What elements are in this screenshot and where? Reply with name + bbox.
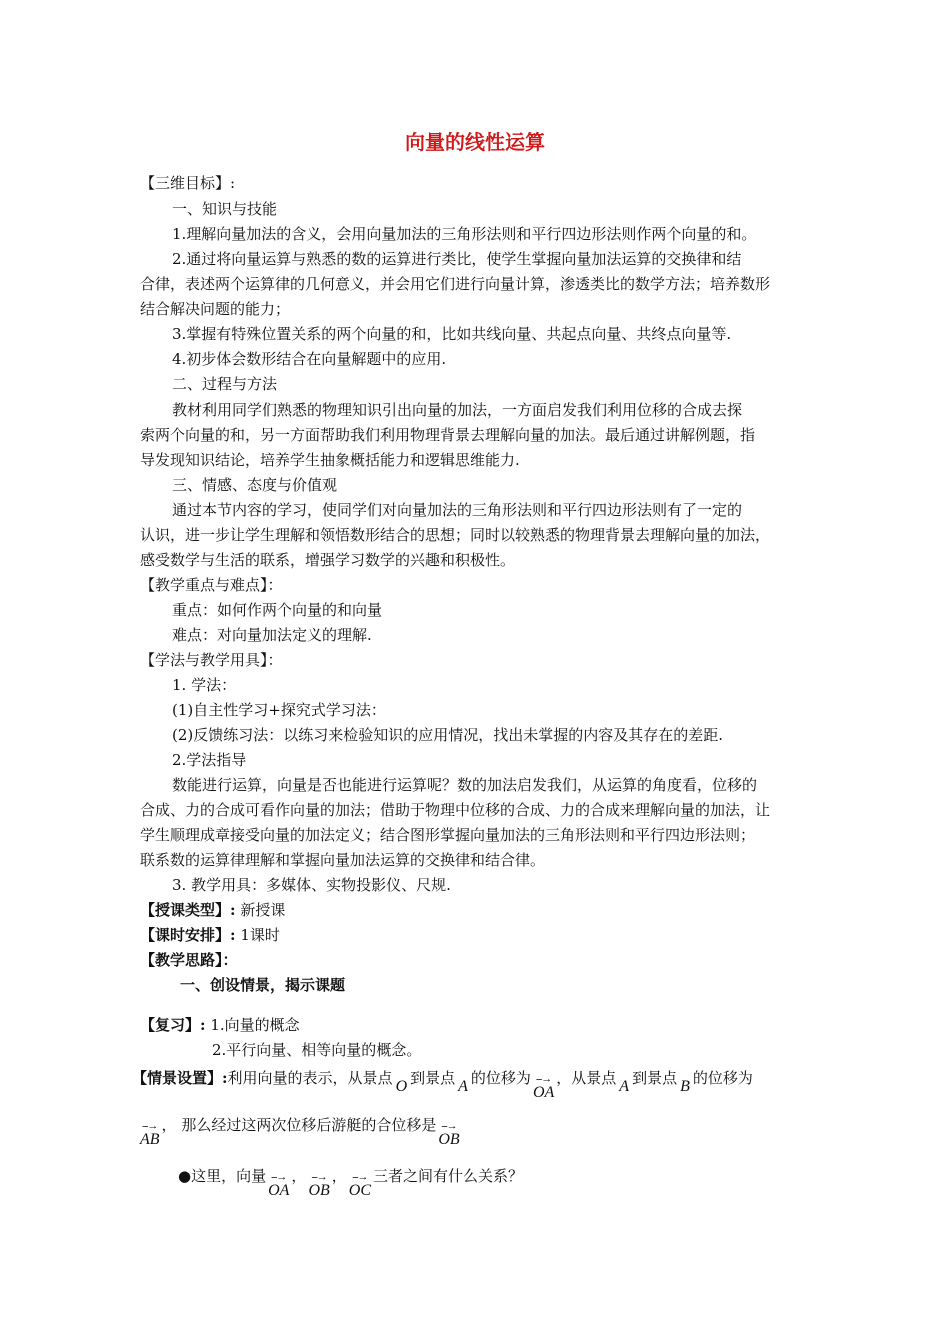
review-line-1 xyxy=(140,1015,300,1035)
scene-text-4: ，从景点 xyxy=(556,1069,617,1087)
teaching-idea-heading: 【教学思路】： xyxy=(140,951,238,969)
knowledge-item-2-line-3: 结合解决问题的能力； xyxy=(140,300,291,318)
focus-key-point: 重点：如何作两个向量的和向量 xyxy=(172,601,383,619)
point-b: B xyxy=(680,1078,690,1095)
question-text-2: 三者之间有什么关系？ xyxy=(373,1167,524,1185)
scene-text-1: 利用向量的表示，从景点 xyxy=(227,1069,393,1087)
attitude-line-3: 感受数学与生活的联系，增强学习数学的兴趣和积极性。 xyxy=(140,551,516,569)
vector-oc-q xyxy=(349,1173,371,1201)
lesson-type-label: 【授课类型】: xyxy=(140,901,236,919)
vector-ab-label: AB xyxy=(140,1131,160,1148)
vector-oa-q-label: OA xyxy=(268,1182,290,1199)
vector-ob-label: OB xyxy=(438,1131,460,1148)
method-1b: (2)反馈练习法：以练习来检验知识的应用情况，找出未掌握的内容及其存在的差距. xyxy=(172,726,724,744)
vector-ob-q-label: OB xyxy=(308,1182,330,1199)
knowledge-item-2-line-1: 2.通过将向量运算与熟悉的数的运算进行类比，使学生掌握向量加法运算的交换律和结 xyxy=(172,250,742,268)
vector-oc-q-label: OC xyxy=(348,1182,372,1199)
vector-ob-q xyxy=(308,1173,329,1201)
knowledge-item-1: 1.理解向量加法的含义，会用向量加法的三角形法则和平行四边形法则作两个向量的和。 xyxy=(172,225,757,243)
method-1: 1. 学法： xyxy=(172,676,237,694)
goals-heading: 【三维目标】: xyxy=(140,174,236,192)
comma-2: ， xyxy=(331,1167,347,1185)
question-line xyxy=(178,1166,523,1201)
process-line-2: 索两个向量的和，另一方面帮助我们利用物理背景去理解向量的加法。最后通过讲解例题，指 xyxy=(140,426,756,444)
point-a-2: A xyxy=(619,1078,630,1095)
scene-label: 【情景设置】: xyxy=(132,1069,228,1087)
vector-arrow: --→ xyxy=(535,1073,552,1085)
vector-arrow: --→ xyxy=(142,1120,158,1132)
vector-oa-label: OA xyxy=(532,1084,555,1101)
attitude-line-2: 认识，进一步让学生理解和领悟数形结合的思想；同时以较熟悉的物理背景去理解向量的加法， xyxy=(140,526,771,544)
vector-arrow: --→ xyxy=(311,1171,327,1183)
lesson-type xyxy=(140,900,285,920)
focus-heading: 【教学重点与难点】： xyxy=(140,576,283,594)
attitude-heading: 三、情感、态度与价值观 xyxy=(172,476,338,494)
comma-1: ， xyxy=(291,1167,307,1185)
guide-line-1: 数能进行运算，向量是否也能进行运算呢？数的加法启发我们，从运算的角度看，位移的 xyxy=(172,776,758,794)
document-title: 向量的线性运算 xyxy=(405,130,545,154)
vector-oa-q xyxy=(268,1173,289,1201)
vector-arrow: --→ xyxy=(441,1120,457,1132)
attitude-line-1: 通过本节内容的学习，使同学们对向量加法的三角形法则和平行四边形法则有了一定的 xyxy=(172,501,743,519)
question-text-1: ●这里，向量 xyxy=(178,1167,267,1185)
method-2: 2.学法指导 xyxy=(172,751,247,769)
lesson-time-label: 【课时安排】: xyxy=(140,926,236,944)
knowledge-item-3: 3.掌握有特殊位置关系的两个向量的和，比如共线向量、共起点向量、共终点向量等. xyxy=(172,325,732,343)
scene-text-3: 的位移为 xyxy=(470,1069,531,1087)
guide-line-3: 学生顺理成章接受向量的加法定义；结合图形掌握向量加法的三角形法则和平行四边形法则； xyxy=(140,826,756,844)
method-3: 3. 教学用具：多媒体、实物投影仪、尺规. xyxy=(172,876,451,894)
scene-text-7: ， 那么经过这两次位移后游艇的合位移是 xyxy=(161,1116,437,1134)
scene-text-5: 到景点 xyxy=(632,1069,678,1087)
methods-heading: 【学法与教学用具】： xyxy=(140,651,283,669)
review-item-1: 1.向量的概念 xyxy=(210,1016,300,1034)
guide-line-4: 联系数的运算律理解和掌握向量加法运算的交换律和结合律。 xyxy=(140,851,546,869)
process-line-3: 导发现知识结论，培养学生抽象概括能力和逻辑思维能力. xyxy=(140,451,520,469)
knowledge-heading: 一、知识与技能 xyxy=(172,200,278,218)
focus-difficult-point: 难点：对向量加法定义的理解. xyxy=(172,626,372,644)
scene-line-2 xyxy=(138,1115,462,1150)
review-item-2: 2.平行向量、相等向量的概念。 xyxy=(212,1041,422,1059)
method-1a: (1)自主性学习+探究式学习法： xyxy=(172,701,386,719)
section-1-heading: 一、创设情景，揭示课题 xyxy=(180,976,346,994)
review-label: 【复习】: xyxy=(140,1016,206,1034)
scene-text-6: 的位移为 xyxy=(692,1069,753,1087)
scene-text-2: 到景点 xyxy=(410,1069,456,1087)
vector-ob xyxy=(438,1122,459,1150)
lesson-time-value: 1课时 xyxy=(240,926,280,944)
process-heading: 二、过程与方法 xyxy=(172,375,278,393)
vector-arrow: --→ xyxy=(352,1171,368,1183)
vector-arrow: --→ xyxy=(271,1171,287,1183)
lesson-time xyxy=(140,925,280,945)
point-o: O xyxy=(395,1078,408,1095)
scene-line-1 xyxy=(132,1068,753,1103)
lesson-type-value: 新授课 xyxy=(240,901,286,919)
knowledge-item-2-line-2: 合律，表述两个运算律的几何意义，并会用它们进行向量计算，渗透类比的数学方法；培养数形 xyxy=(140,275,771,293)
guide-line-2: 合成、力的合成可看作向量的加法；借助于物理中位移的合成、力的合成来理解向量的加法，让 xyxy=(140,801,771,819)
point-a: A xyxy=(458,1078,468,1095)
vector-oa xyxy=(533,1075,554,1103)
knowledge-item-4: 4.初步体会数形结合在向量解题中的应用. xyxy=(172,350,447,368)
process-line-1: 教材利用同学们熟悉的物理知识引出向量的加法，一方面启发我们利用位移的合成去探 xyxy=(172,401,743,419)
vector-ab xyxy=(140,1122,160,1150)
